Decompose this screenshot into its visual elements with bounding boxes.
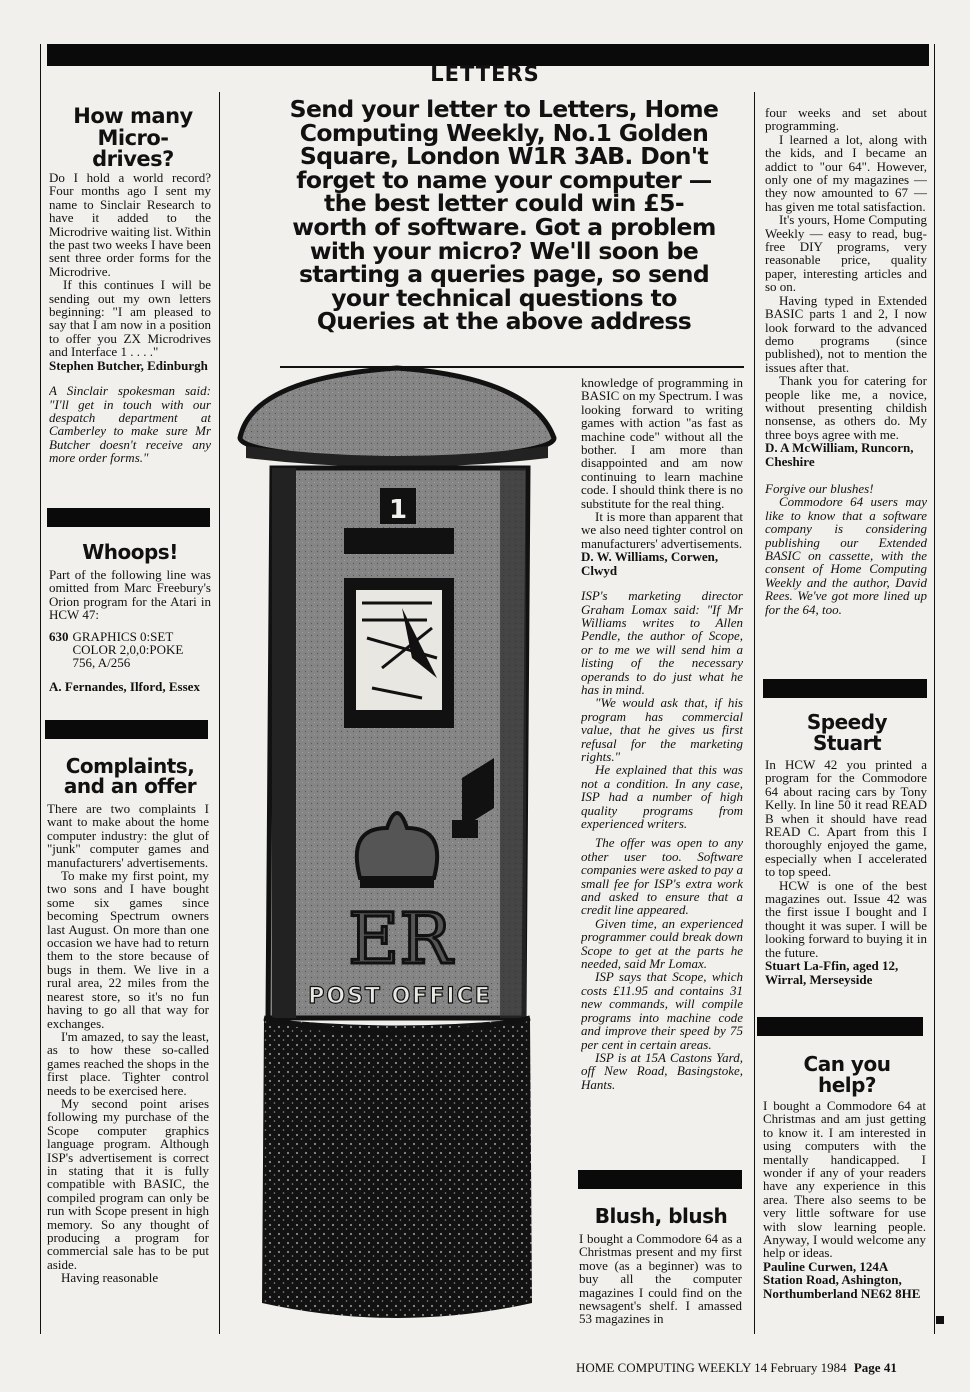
divider-bar (47, 508, 210, 527)
speedy-paragraph-1: In HCW 42 you printed a program for the Commodore 64 about racing cars by Tony Kelly. In line 50 it read READ B when it should have read READ C. Apart from this I thoroughly enjoyed the game, especially when I accelerated to top speed. (765, 758, 927, 880)
footer-page: Page 41 (853, 1360, 897, 1375)
complaints-continued (581, 376, 743, 1156)
whoops-signature: A. Fernandes, Ilford, Essex (49, 678, 200, 694)
complaints-reply-6: ISP says that Scope, which costs £11.95 and contains 31 new commands, will compile programs into machine code and improve their speed by 75 per cent in certain areas. (581, 969, 743, 1052)
divider-bar (763, 679, 927, 698)
whoops-headline: Whoops! (82, 540, 178, 564)
complaints-reply-2: "We would ask that, if his program has commercial value, that he gives us first refusal for the marketing rights." (581, 695, 743, 764)
column-rule-3 (754, 92, 755, 1334)
page-rule-left (40, 44, 41, 1334)
footer-date: 14 February 1984 (754, 1360, 847, 1375)
whoops-letter (49, 568, 211, 708)
complaints-reply-1: ISP's marketing director Graham Lomax said: "If Mr Williams writes to Allen Pendle, the author of Scope, or to me we will send him a listing of the necessary operands to do just what he has in mind. (581, 588, 743, 697)
pillar-cap (240, 368, 554, 462)
complaints-paragraph-2: To make my first point, my two sons and I have bought some six games since becoming Spectrum owners last August. On more than one occasion we have had to return them to the store because of bugs in them. We live in a rural area, 22 miles from the nearest store, so it's no fun having to go all that way for exchanges. (47, 868, 209, 1031)
blush-continued-2: I learned a lot, along with the kids, and I became an addict to "our 64". However, only one of my magazines — they now amounted to 67 — has given me total satisfaction. (765, 131, 927, 214)
footer-publication: HOME COMPUTING WEEKLY (576, 1360, 751, 1375)
blush-continued-1: four weeks and set about programming. (765, 106, 927, 134)
microdrives-headline: How many Micro-drives? (73, 104, 193, 171)
blush-headline: Blush, blush (594, 1204, 728, 1228)
complaints-paragraph-4: My second point arises following my purchase of the Scope computer graphics language program. Although ISP's advertisement is correct in stating that it is fully compatible with BASIC, the compiled program can only be run with Scope present in high memory. So any thought of producing a program for commercial sale has to be put aside. (47, 1095, 209, 1272)
divider-bar (45, 720, 208, 739)
complaints-reply-3: He explained that this was not a condition. In any case, ISP had a number of high quality programs from experienced writers. (581, 762, 743, 831)
speedy-headline: Speedy Stuart (806, 710, 888, 755)
blush-reply-1: Forgive our blushes! (765, 480, 874, 496)
blush-continued-5: Thank you for catering for people like me, a novice, without presenting childish nonsense, as others do. My three boys agree with me. (765, 373, 927, 442)
page-rule-right (934, 44, 935, 1334)
whoops-paragraph: Part of the following line was omitted from Marc Freebury's Orion program for the Atari in HCW 47: (49, 568, 211, 623)
help-letter (763, 1099, 926, 1329)
speedy-signature: Stuart La-Ffin, aged 12, Wirral, Merseyside (765, 958, 899, 987)
complaints-paragraph-1: There are two complaints I want to make about the home computer industry: the glut of "junk" computer games and manufacturers' advertisements. (47, 802, 209, 870)
blush-continued-4: Having typed in Extended BASIC parts 1 and 2, I now look forward to the advanced demo programs (since published), not to mention the issues after that. (765, 292, 927, 375)
complaints-paragraph-5: Having reasonable (61, 1270, 159, 1286)
blush-letter (579, 1232, 742, 1328)
complaints-continued-1: knowledge of programming in BASIC on my Spectrum. I was looking forward to writing games with action "as fast as machine code" without all the bother. I am more than disappointed and am now continuing to learn machine code. I should think there is no substitute for the real thing. (581, 376, 743, 511)
column-rule-1 (219, 92, 220, 1334)
whoops-code-line: 630 (49, 628, 69, 644)
complaints-letter (47, 802, 209, 1326)
divider-bar (757, 1017, 923, 1036)
complaints-reply-4: The offer was open to any other user too. Software companies were asked to pay a small fee for ISP's extra work and asked to ensure that a credit line appeared. (581, 835, 743, 918)
help-paragraph-1: I bought a Commodore 64 at Christmas and am just getting to know it. I am interested in using computers with the mentally handicapped. I wonder if any of your readers have any experience in this area. There also seems to be very little software for use with slow learning people. Anyway, I would welcome any help or ideas. (763, 1099, 926, 1261)
speedy-letter (765, 758, 927, 1008)
door-number: 1 (388, 495, 408, 525)
help-headline: Can you help? (803, 1052, 891, 1097)
complaints-signature: D. W. Williams, Corwen, Clwyd (581, 549, 719, 578)
blush-continued-3: It's yours, Home Computing Weekly — easy to read, bug-free DIY programs, very reasonable price, quality paper, interesting articles and so on. (765, 212, 927, 295)
complaints-continued-2: It is more than apparent that we also need tighter control on manufacturers' advertisements. (581, 509, 743, 551)
speedy-paragraph-2: HCW is one of the best magazines out. Issue 42 was the first issue I bought and I thought it was super. I will be looking forward to buying it in the future. (765, 877, 927, 960)
complaints-reply-7: ISP is at 15A Castons Yard, off New Road, Basingstoke, Hants. (581, 1049, 743, 1092)
end-mark-icon (936, 1316, 944, 1324)
royal-cipher: ER (348, 898, 452, 980)
divider-bar (578, 1170, 742, 1189)
blush-reply-2: Commodore 64 users may like to know that a software company is considering publishing our Extended BASIC on cassette, with the consent of Home Computing Weekly and the author, David Rees. We've got more lined up for the 64, too. (765, 494, 927, 617)
blush-paragraph-1: I bought a Commodore 64 as a Christmas present and my first move (as a beginner) was to buy all the computer magazines I could find on the newsagent's shelf. I amassed 53 magazines in (579, 1232, 742, 1327)
microdrives-signature: Stephen Butcher, Edinburgh (49, 357, 208, 373)
microdrives-letter (49, 171, 211, 501)
blush-signature: D. A McWilliam, Runcorn, Cheshire (765, 440, 914, 469)
section-title: LETTERS (430, 62, 540, 86)
whoops-code: GRAPHICS 0:SET COLOR 2,0,0:POKE 756, A/256 (72, 628, 184, 671)
post-office-band: POST OFFICE (308, 984, 492, 1009)
microdrives-paragraph-2: If this continues I will be sending out my own letters beginning: "I am pleased to say that I am now in a position to offer you ZX Microdrives and Interface 1 . . . ." (49, 277, 211, 360)
microdrives-reply: A Sinclair spokesman said: "I'll get in touch with our despatch department at Camberley to make sure Mr Butcher doesn't receive any more order forms." (49, 383, 211, 466)
microdrives-paragraph-1: Do I hold a world record? Four months ago I sent my name to Sinclair Research to have it added to the Microdrive waiting list. Within the past two weeks I have been sent three order forms for the Microdrive. (49, 171, 211, 279)
blush-continued (765, 106, 927, 666)
complaints-reply-5: Given time, an experienced programmer could break down Scope to get at the parts he needed, said Mr Lomax. (581, 915, 743, 972)
post-box-illustration (232, 358, 562, 1326)
complaints-headline: Complaints, and an offer (63, 754, 197, 798)
page-footer (576, 1360, 936, 1376)
address-box: Send your letter to Letters, Home Computing Weekly, No.1 Golden Square, London W1R 3AB. Don't forget to name your computer — the best letter could win £5-worth of software. Got a problem with your micro? We'll soon be starting a queries page, so send your technical questions to Queries at the above address (289, 95, 719, 336)
help-signature: Pauline Curwen, 124A Station Road, Ashington, Northumberland NE62 8HE (763, 1258, 921, 1301)
complaints-paragraph-3: I'm amazed, to say the least, as to how these so-called games reached the shops in the first place. Tighter control needs to be exercised here. (47, 1028, 209, 1098)
